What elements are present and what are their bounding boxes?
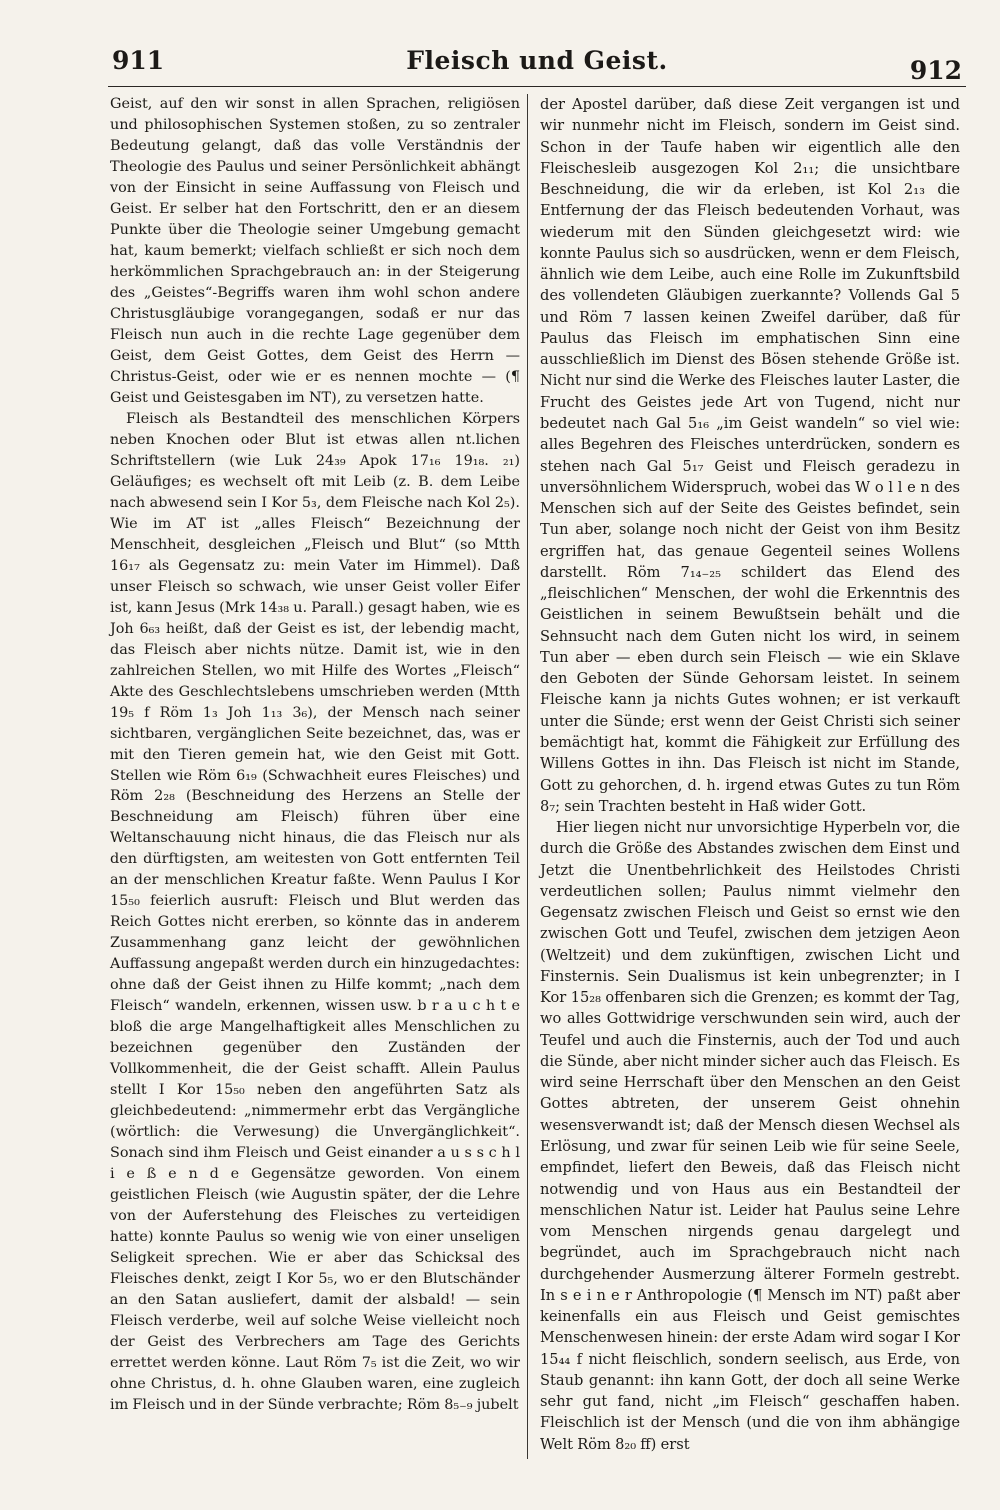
paragraph: Fleisch als Bestandteil des menschlichen Körpers neben Knochen oder Blut ist etwas allen nt.lichen Schriftstellern (wie Luk 24₃₉ Apok 17₁₆ 19₁₈. ₂₁) Geläufiges; es wechselt oft mit Leib (z. B. dem Leibe nach abwesend sein I Kor 5₃, dem Fleische nach Kol 2₅). Wie im AT ist „alles Fleisch“ Bezeichnung der Menschheit, desgleichen „Fleisch und Blut“ (so Mtth 16₁₇ als Gegensatz zu: mein Vater im Himmel). Daß unser Fleisch so schwach, wie unser Geist voller Eifer ist, kann Jesus (Mrk 14₃₈ u. Parall.) gesagt haben, wie es Joh 6₆₃ heißt, daß der Geist es ist, der lebendig macht, das Fleisch aber nichts nütze. Damit ist, wie in den zahlreichen Stellen, wo mit Hilfe des Wortes „Fleisch“ Akte des Geschlechtslebens umschrieben werden (Mtth 19₅ f Röm 1₃ Joh 1₁₃ 3₆), der Mensch nach seiner sichtbaren, vergänglichen Seite bezeichnet, das, was er mit den Tieren gemein hat, wie den Geist mit Gott. Stellen wie Röm 6₁₉ (Schwachheit eures Fleisches) und Röm 2₂₈ (Beschneidung des Herzens an Stelle der Beschneidung am Fleisch) führen über eine Weltanschauung nicht hinaus, die das Fleisch nur als den dürftigsten, am weitesten von Gott entfernten Teil an der menschlichen Kreatur faßte. Wenn Paulus I Kor 15₅₀ feierlich ausruft: Fleisch und Blut werden das Reich Gottes nicht ererben, so könnte das in anderem Zusammenhang ganz leicht der gewöhnlichen Auffassung angepaßt werden durch ein hinzugedachtes: ohne daß der Geist ihnen zu Hilfe kommt; „nach dem Fleisch“ wandeln, erkennen, wissen usw. b r a u c h t e bloß die arge Mangelhaftigkeit alles Menschlichen zu bezeichnen gegenüber den Zuständen der Vollkommenheit, die der Geist schafft. Allein Paulus stellt I Kor 15₅₀ neben den angeführten Satz als gleichbedeutend: „nimmermehr erbt das Vergängliche (wörtlich: die Verwesung) die Unvergänglichkeit“. Sonach sind ihm Fleisch und Geist einander a u s s c h l i e ß e n d e Gegensätze geworden. Von einem geistlichen Fleisch (wie Augustin später, der die Lehre von der Auferstehung des Fleisches zu verteidigen hatte) konnte Paulus so wenig wie von einer unseligen Seligkeit sprechen. Wie er aber das Schicksal des Fleisches denkt, zeigt I Kor 5₅, wo er den Blutschänder an den Satan ausliefert, damit der alsbald! — sein Fleisch verderbe, weil auf solche Weise vielleicht noch der Geist des Verbrechers am Tage des Gerichts errettet werden könne. Laut Röm 7₅ ist die Zeit, wo wir ohne Christus, d. h. ohne Glauben waren, eine zugleich im Fleisch und in der Sünde verbrachte; Röm 8₅₋₉ jubelt xyxy=(110,410,520,1414)
page-number-right: 912 xyxy=(909,56,962,85)
right-column xyxy=(540,94,960,1464)
column-divider xyxy=(527,94,528,1459)
page-header xyxy=(112,38,962,84)
page-number-left: 911 xyxy=(112,46,165,75)
running-title: Fleisch und Geist. xyxy=(406,46,668,75)
left-column xyxy=(110,94,520,1464)
paragraph: Hier liegen nicht nur unvorsichtige Hyperbeln vor, die durch die Größe des Abstandes zwischen dem Einst und Jetzt die Unentbehrlichkeit des Heilstodes Christi verdeutlichen sollen; Paulus nimmt vielmehr den Gegensatz zwischen Fleisch und Geist so ernst wie den zwischen Gott und Teufel, zwischen dem jetzigen Aeon (Weltzeit) und dem zukünftigen, zwischen Licht und Finsternis. Sein Dualismus ist kein unbegrenzter; in I Kor 15₂₈ offenbaren sich die Grenzen; es kommt der Tag, wo alles Gottwidrige verschwunden sein wird, auch der Teufel und auch die Finsternis, auch der Tod und auch die Sünde, aber nicht minder sicher auch das Fleisch. Es wird seine Herrschaft über den Menschen an den Geist Gottes abtreten, der unserem Geist ohnehin wesensverwandt ist; daß der Mensch diesen Wechsel als Erlösung, und zwar für seinen Leib wie für seine Seele, empfindet, liefert den Beweis, daß das Fleisch nicht notwendig und von Haus aus ein Bestandteil der menschlichen Natur ist. Leider hat Paulus seine Lehre vom Menschen nirgends genau dargelegt und begründet, auch im Sprachgebrauch nicht nach durchgehender Ausmerzung älterer Formeln gestrebt. In s e i n e r Anthropologie (¶ Mensch im NT) paßt aber keinenfalls ein aus Fleisch und Geist gemischtes Menschenwesen hinein: der erste Adam wird sogar I Kor 15₄₄ f nicht fleischlich, sondern seelisch, aus Erde, von Staub genannt: ihn kann Gott, der doch all seine Werke sehr gut fand, nicht „im Fleisch“ geschaffen haben. Fleischlich ist der Mensch (und die von ihm abhängige Welt Röm 8₂₀ ff) erst xyxy=(540,819,960,1453)
paragraph: Geist, auf den wir sonst in allen Sprachen, religiösen und philosophischen Systemen stoßen, zu so zentraler Bedeutung gelangt, daß das volle Verständnis der Theologie des Paulus und seiner Persönlichkeit abhängt von der Einsicht in seine Auffassung von Fleisch und Geist. Er selber hat den Fortschritt, den er an diesem Punkte über die Theologie seiner Umgebung gemacht hat, kaum bemerkt; vielfach schließt er sich noch dem herkömmlichen Sprachgebrauch an: in der Steigerung des „Geistes“-Begriffs waren ihm wohl schon andere Christusgläubige vorangegangen, sodaß er nur das Fleisch nun auch in die rechte Lage gegenüber dem Geist, dem Geist Gottes, dem Geist des Herrn — Christus-Geist, oder wie er es nennen mochte — (¶ Geist und Geistesgaben im NT), zu versetzen hatte. xyxy=(110,96,520,406)
paragraph: der Apostel darüber, daß diese Zeit vergangen ist und wir nunmehr nicht im Fleisch, sondern im Geist sind. Schon in der Taufe haben wir eigentlich alle den Fleischesleib ausgezogen Kol 2₁₁; die unsichtbare Beschneidung, die wir da erleben, ist Kol 2₁₃ die Entfernung der das Fleisch bedeutenden Vorhaut, was wiederum mit den Sünden gleichgesetzt wird: wie konnte Paulus sich so ausdrücken, wenn er dem Fleisch, ähnlich wie dem Leibe, auch eine Rolle im Zukunftsbild des vollendeten Gläubigen zuerkannte? Vollends Gal 5 und Röm 7 lassen keinen Zweifel darüber, daß für Paulus das Fleisch im emphatischen Sinn eine ausschließlich im Dienst des Bösen stehende Größe ist. Nicht nur sind die Werke des Fleisches lauter Laster, die Frucht des Geistes jede Art von Tugend, nicht nur bedeutet nach Gal 5₁₆ „im Geist wandeln“ so viel wie: alles Begehren des Fleisches unterdrücken, sondern es stehen nach Gal 5₁₇ Geist und Fleisch geradezu in unversöhnlichem Widerspruch, wobei das W o l l e n des Menschen sich auf der Seite des Geistes befindet, sein Tun aber, solange noch nicht der Geist von ihm Besitz ergriffen hat, das genaue Gegenteil seines Wollens darstellt. Röm 7₁₄₋₂₅ schildert das Elend des „fleischlichen“ Menschen, der wohl die Erkenntnis des Geistlichen in seinem Bewußtsein behält und die Sehnsucht nach dem Guten nicht los wird, in seinem Tun aber — eben durch sein Fleisch — wie ein Sklave den Geboten der Sünde Gehorsam leistet. In seinem Fleische kann ja nichts Gutes wohnen; er ist verkauft unter die Sünde; erst wenn der Geist Christi sich seiner bemächtigt hat, kommt die Fähigkeit zur Erfüllung des Willens Gottes in ihn. Das Fleisch ist nicht im Stande, Gott zu gehorchen, d. h. irgend etwas Gutes zu tun Röm 8₇; sein Trachten besteht in Haß wider Gott. xyxy=(540,96,960,815)
header-rule xyxy=(108,86,966,87)
